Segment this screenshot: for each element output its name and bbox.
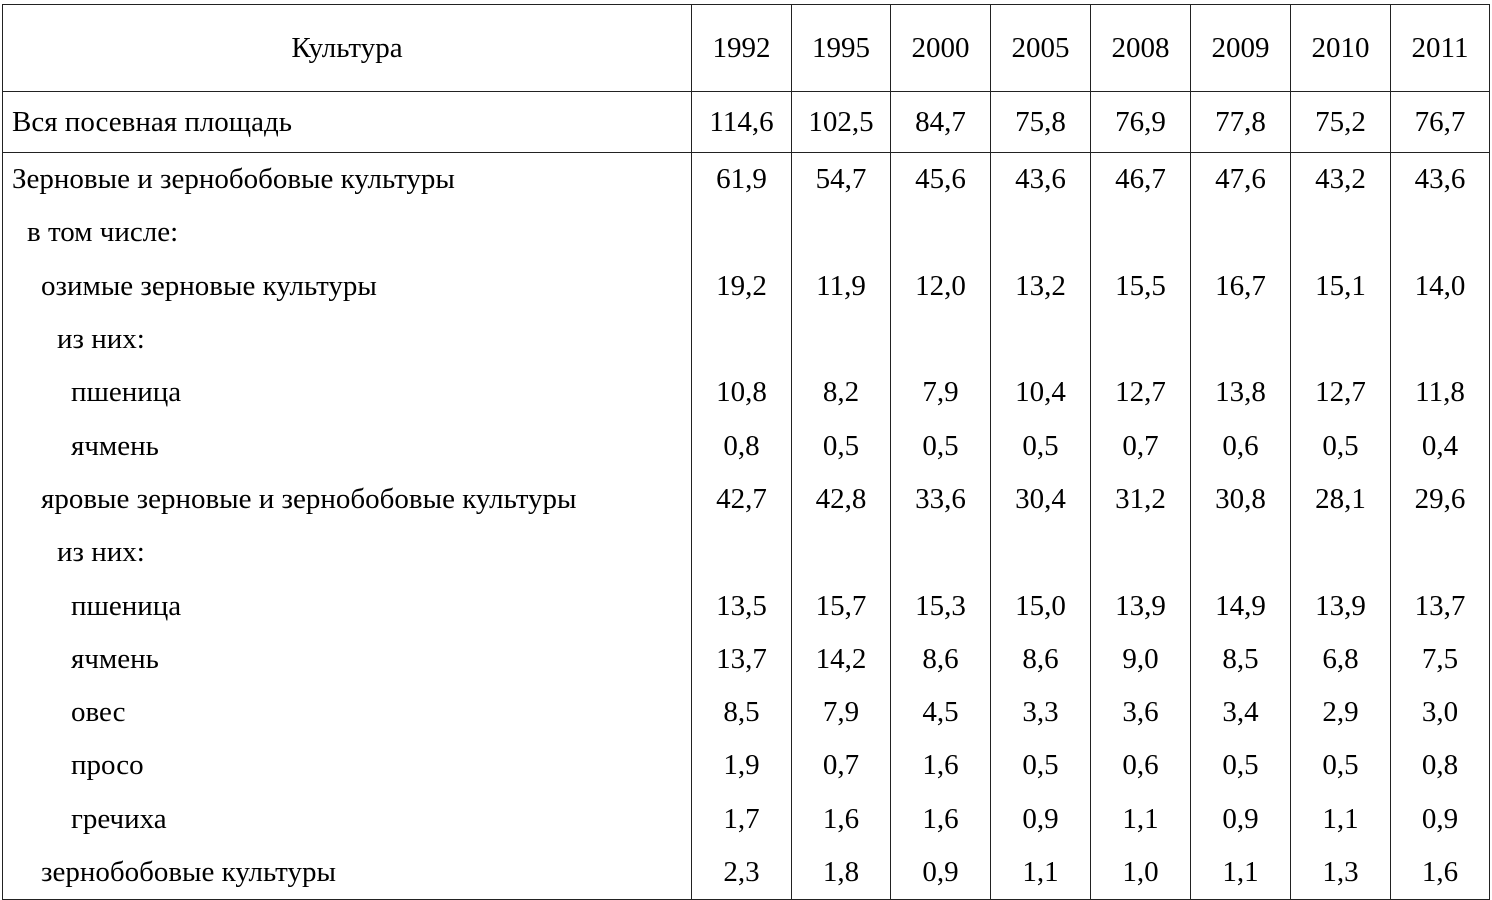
row-label: озимые зерновые культуры xyxy=(3,260,692,313)
row-value-2010: 6,8 xyxy=(1291,633,1391,686)
row-value-1992 xyxy=(692,206,792,259)
row-value-2008: 1,1 xyxy=(1091,793,1191,846)
row-value-2010: 43,2 xyxy=(1291,153,1391,207)
row-label: гречиха xyxy=(3,793,692,846)
row-value-2010: 12,7 xyxy=(1291,366,1391,419)
row-label: в том числе: xyxy=(3,206,692,259)
row-value-2010: 1,3 xyxy=(1291,846,1391,900)
row-value-2008: 15,5 xyxy=(1091,260,1191,313)
table-row xyxy=(3,206,1490,259)
total-value-2000: 84,7 xyxy=(891,92,991,153)
row-value-2000: 1,6 xyxy=(891,739,991,792)
row-value-2010: 0,5 xyxy=(1291,739,1391,792)
row-value-2005: 43,6 xyxy=(991,153,1091,207)
row-value-2010: 15,1 xyxy=(1291,260,1391,313)
row-value-1992: 1,9 xyxy=(692,739,792,792)
row-value-2011 xyxy=(1391,526,1490,579)
row-value-2009 xyxy=(1191,206,1291,259)
header-year-2009: 2009 xyxy=(1191,5,1291,92)
total-value-1995: 102,5 xyxy=(792,92,891,153)
row-value-2000: 12,0 xyxy=(891,260,991,313)
row-value-2008: 1,0 xyxy=(1091,846,1191,900)
row-value-2009: 0,6 xyxy=(1191,419,1291,472)
row-value-1995 xyxy=(792,206,891,259)
header-year-2011: 2011 xyxy=(1391,5,1490,92)
row-value-2008: 9,0 xyxy=(1091,633,1191,686)
row-value-1992: 13,5 xyxy=(692,579,792,632)
row-value-2008: 12,7 xyxy=(1091,366,1191,419)
table-row xyxy=(3,526,1490,579)
row-value-2010: 28,1 xyxy=(1291,473,1391,526)
row-value-2011: 13,7 xyxy=(1391,579,1490,632)
row-value-2011: 7,5 xyxy=(1391,633,1490,686)
header-culture: Культура xyxy=(3,5,692,92)
row-value-1992: 2,3 xyxy=(692,846,792,900)
row-value-1995: 54,7 xyxy=(792,153,891,207)
table-row xyxy=(3,846,1490,900)
row-label: из них: xyxy=(3,526,692,579)
row-value-2008 xyxy=(1091,526,1191,579)
row-value-2008: 31,2 xyxy=(1091,473,1191,526)
row-label: просо xyxy=(3,739,692,792)
row-value-2009: 16,7 xyxy=(1191,260,1291,313)
row-value-1992: 42,7 xyxy=(692,473,792,526)
row-value-1995: 42,8 xyxy=(792,473,891,526)
row-value-1995: 8,2 xyxy=(792,366,891,419)
row-value-1992: 1,7 xyxy=(692,793,792,846)
header-year-2008: 2008 xyxy=(1091,5,1191,92)
row-value-2010: 1,1 xyxy=(1291,793,1391,846)
table-row xyxy=(3,419,1490,472)
row-value-1992: 10,8 xyxy=(692,366,792,419)
row-value-1995: 15,7 xyxy=(792,579,891,632)
row-value-2011: 0,4 xyxy=(1391,419,1490,472)
row-value-2009: 1,1 xyxy=(1191,846,1291,900)
total-value-2009: 77,8 xyxy=(1191,92,1291,153)
header-year-2000: 2000 xyxy=(891,5,991,92)
row-value-2000: 8,6 xyxy=(891,633,991,686)
row-value-2009: 30,8 xyxy=(1191,473,1291,526)
row-value-2000 xyxy=(891,206,991,259)
row-value-2011: 29,6 xyxy=(1391,473,1490,526)
table-row xyxy=(3,793,1490,846)
row-value-1992 xyxy=(692,313,792,366)
row-value-1992: 19,2 xyxy=(692,260,792,313)
row-value-2010: 13,9 xyxy=(1291,579,1391,632)
row-value-2005: 0,5 xyxy=(991,419,1091,472)
row-value-1995 xyxy=(792,526,891,579)
header-year-1995: 1995 xyxy=(792,5,891,92)
row-value-2010 xyxy=(1291,313,1391,366)
row-value-2011: 43,6 xyxy=(1391,153,1490,207)
table-row xyxy=(3,153,1490,207)
row-value-1995: 1,6 xyxy=(792,793,891,846)
row-value-2010 xyxy=(1291,206,1391,259)
table-row xyxy=(3,633,1490,686)
row-value-1995: 14,2 xyxy=(792,633,891,686)
row-value-2011: 11,8 xyxy=(1391,366,1490,419)
row-value-2000: 7,9 xyxy=(891,366,991,419)
row-value-2009 xyxy=(1191,526,1291,579)
row-value-2005: 30,4 xyxy=(991,473,1091,526)
row-value-1995: 7,9 xyxy=(792,686,891,739)
row-label: Зерновые и зернобобовые культуры xyxy=(3,153,692,207)
row-value-2009: 0,5 xyxy=(1191,739,1291,792)
row-value-2011 xyxy=(1391,206,1490,259)
row-value-2000: 45,6 xyxy=(891,153,991,207)
row-value-2005: 8,6 xyxy=(991,633,1091,686)
row-value-2011 xyxy=(1391,313,1490,366)
row-value-2000: 0,5 xyxy=(891,419,991,472)
total-value-1992: 114,6 xyxy=(692,92,792,153)
row-value-2009: 0,9 xyxy=(1191,793,1291,846)
row-value-2000: 4,5 xyxy=(891,686,991,739)
row-label: пшеница xyxy=(3,366,692,419)
row-label: из них: xyxy=(3,313,692,366)
total-value-2010: 75,2 xyxy=(1291,92,1391,153)
crop-area-table-container xyxy=(2,4,1490,900)
total-row xyxy=(3,92,1490,153)
row-value-2005: 0,5 xyxy=(991,739,1091,792)
row-value-2000 xyxy=(891,526,991,579)
row-label: ячмень xyxy=(3,419,692,472)
row-value-2005: 0,9 xyxy=(991,793,1091,846)
row-label: овес xyxy=(3,686,692,739)
row-value-2008: 13,9 xyxy=(1091,579,1191,632)
header-year-2005: 2005 xyxy=(991,5,1091,92)
row-value-2000: 33,6 xyxy=(891,473,991,526)
row-value-2005 xyxy=(991,526,1091,579)
row-value-2011: 1,6 xyxy=(1391,846,1490,900)
row-value-2011: 14,0 xyxy=(1391,260,1490,313)
row-value-1995: 0,7 xyxy=(792,739,891,792)
header-row xyxy=(3,5,1490,92)
table-row xyxy=(3,686,1490,739)
row-value-2005: 1,1 xyxy=(991,846,1091,900)
row-value-2005 xyxy=(991,206,1091,259)
table-row xyxy=(3,260,1490,313)
row-value-2005: 3,3 xyxy=(991,686,1091,739)
table-row xyxy=(3,473,1490,526)
row-value-1995: 0,5 xyxy=(792,419,891,472)
total-value-2011: 76,7 xyxy=(1391,92,1490,153)
table-row xyxy=(3,366,1490,419)
row-value-2009: 14,9 xyxy=(1191,579,1291,632)
row-value-1992: 13,7 xyxy=(692,633,792,686)
row-value-2009 xyxy=(1191,313,1291,366)
total-value-2005: 75,8 xyxy=(991,92,1091,153)
table-row xyxy=(3,739,1490,792)
row-value-2005: 13,2 xyxy=(991,260,1091,313)
row-value-2010: 2,9 xyxy=(1291,686,1391,739)
row-value-2000: 1,6 xyxy=(891,793,991,846)
row-value-2008: 0,7 xyxy=(1091,419,1191,472)
row-value-2011: 0,8 xyxy=(1391,739,1490,792)
row-value-1995: 11,9 xyxy=(792,260,891,313)
row-value-1992: 8,5 xyxy=(692,686,792,739)
row-value-1992: 61,9 xyxy=(692,153,792,207)
row-value-2008: 46,7 xyxy=(1091,153,1191,207)
row-value-2000: 0,9 xyxy=(891,846,991,900)
header-year-1992: 1992 xyxy=(692,5,792,92)
row-value-2010 xyxy=(1291,526,1391,579)
row-value-2005 xyxy=(991,313,1091,366)
row-value-2005: 10,4 xyxy=(991,366,1091,419)
row-value-2011: 0,9 xyxy=(1391,793,1490,846)
table-row xyxy=(3,579,1490,632)
row-label: ячмень xyxy=(3,633,692,686)
row-value-2011: 3,0 xyxy=(1391,686,1490,739)
row-label: яровые зерновые и зернобобовые культуры xyxy=(3,473,692,526)
row-value-2008 xyxy=(1091,313,1191,366)
header-year-2010: 2010 xyxy=(1291,5,1391,92)
row-value-2008: 0,6 xyxy=(1091,739,1191,792)
crop-area-table xyxy=(2,4,1490,900)
total-value-2008: 76,9 xyxy=(1091,92,1191,153)
row-value-2000 xyxy=(891,313,991,366)
row-value-2009: 3,4 xyxy=(1191,686,1291,739)
row-value-2008: 3,6 xyxy=(1091,686,1191,739)
row-value-2009: 8,5 xyxy=(1191,633,1291,686)
row-value-1992: 0,8 xyxy=(692,419,792,472)
row-value-1995: 1,8 xyxy=(792,846,891,900)
table-row xyxy=(3,313,1490,366)
row-value-2009: 47,6 xyxy=(1191,153,1291,207)
row-label: зернобобовые культуры xyxy=(3,846,692,900)
row-value-1992 xyxy=(692,526,792,579)
row-value-1995 xyxy=(792,313,891,366)
row-value-2008 xyxy=(1091,206,1191,259)
row-label: пшеница xyxy=(3,579,692,632)
row-value-2000: 15,3 xyxy=(891,579,991,632)
row-value-2010: 0,5 xyxy=(1291,419,1391,472)
row-value-2009: 13,8 xyxy=(1191,366,1291,419)
total-label: Вся посевная площадь xyxy=(3,92,692,153)
row-value-2005: 15,0 xyxy=(991,579,1091,632)
